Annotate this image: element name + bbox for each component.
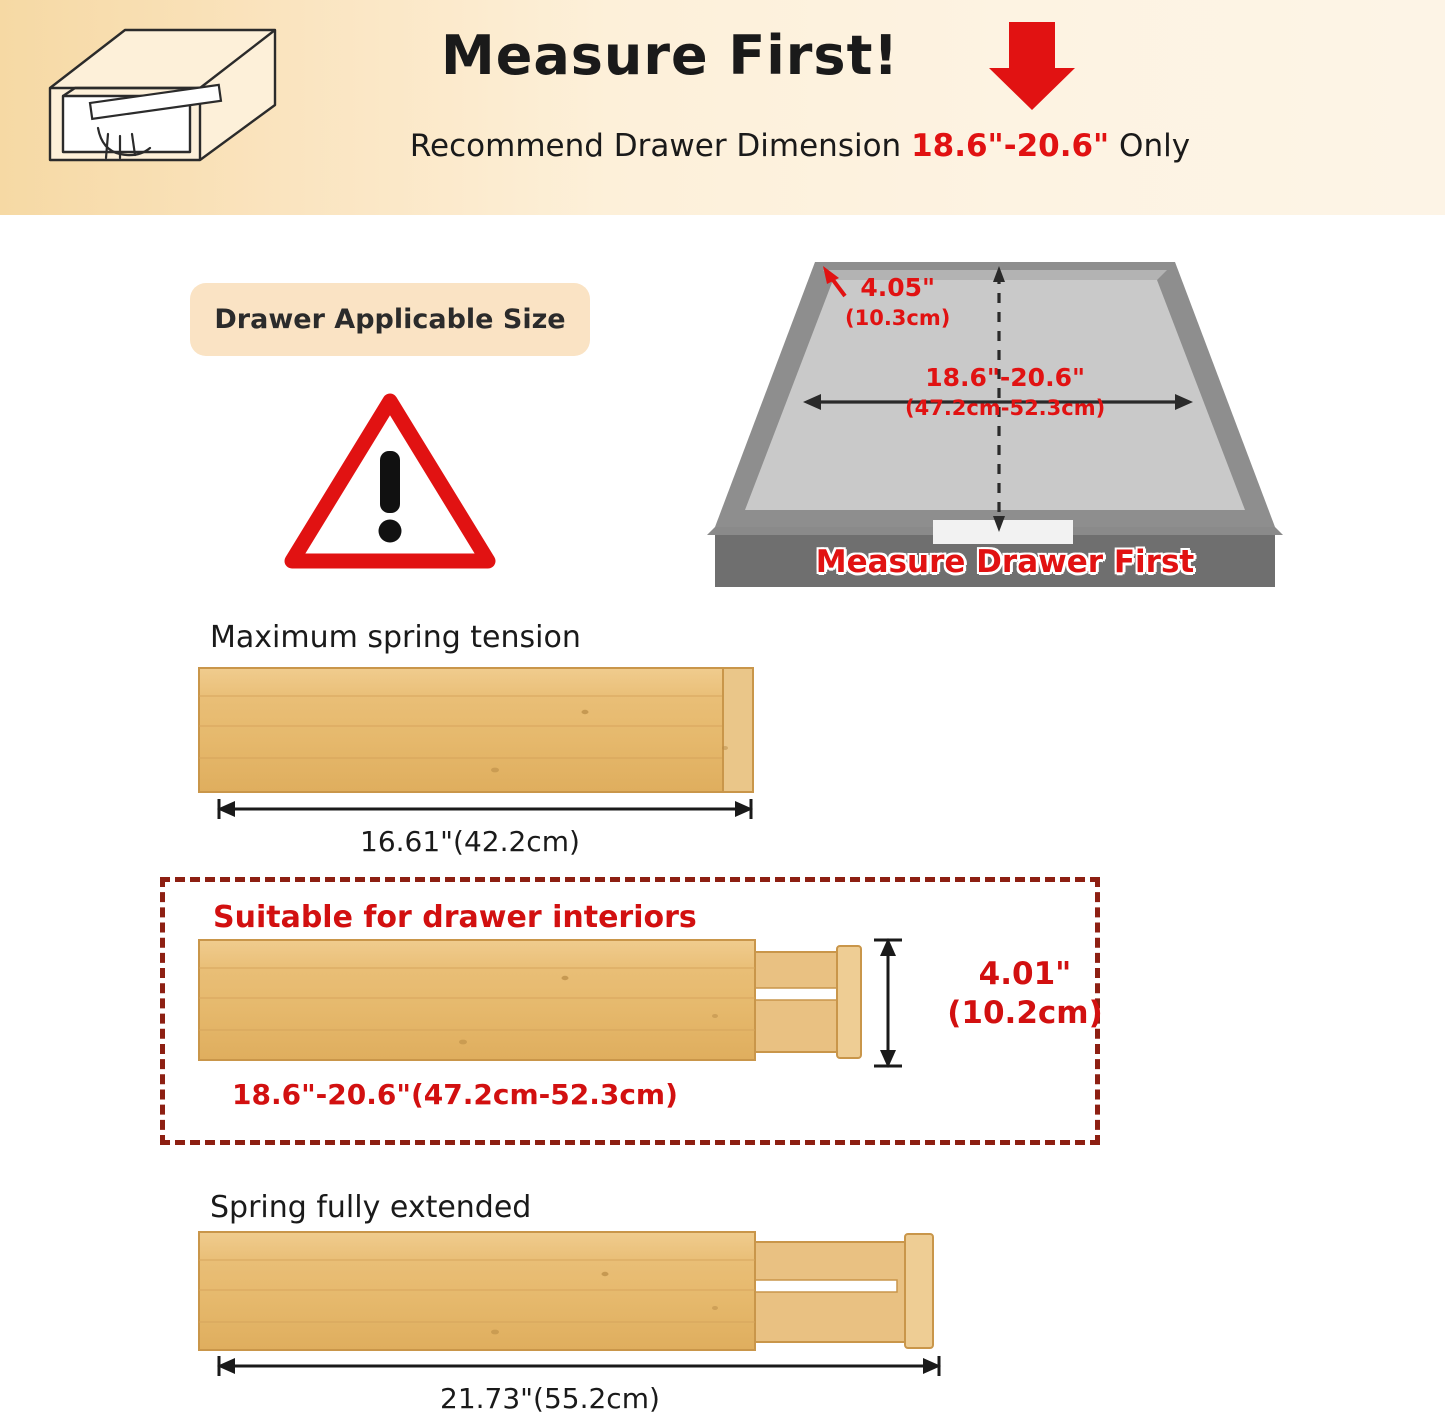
measure-label-max-tension: 16.61"(42.2cm): [360, 825, 580, 858]
measure-arrow-max-tension: [195, 795, 775, 825]
banner-subtitle-before: Recommend Drawer Dimension: [409, 128, 912, 164]
section-title-maximum-spring-tension: Maximum spring tension: [210, 620, 581, 655]
height-cm-suitable: (10.2cm): [947, 994, 1103, 1031]
banner-subtitle: [330, 128, 1270, 164]
divider-illustration-fully-extended: [195, 1228, 955, 1358]
measure-drawer-first-caption: Measure Drawer First: [815, 544, 1195, 580]
section-title-suitable: Suitable for drawer interiors: [213, 900, 697, 935]
drawer-width-cm: (47.2cm-52.3cm): [905, 395, 1106, 420]
drawer-depth-inches: 4.05": [860, 273, 936, 302]
drawer-depth-label: [845, 274, 950, 332]
warning-triangle-icon: [288, 395, 493, 567]
applicable-size-pill: [190, 283, 590, 356]
applicable-size-label: Drawer Applicable Size: [214, 304, 566, 335]
drawer-width-label: [905, 364, 1105, 422]
height-arrow-suitable: [868, 934, 908, 1072]
height-label-suitable: [935, 955, 1115, 1033]
banner-subtitle-after: Only: [1109, 128, 1191, 164]
banner-title: Measure First!: [440, 24, 900, 87]
measure-label-suitable: 18.6"-20.6"(47.2cm-52.3cm): [232, 1078, 678, 1111]
divider-illustration-suitable: [195, 930, 875, 1075]
height-inches-suitable: 4.01": [978, 956, 1072, 992]
down-arrow-icon: [985, 18, 1079, 114]
drawer-width-inches: 18.6"-20.6": [925, 363, 1085, 392]
banner-subtitle-highlight: 18.6"-20.6": [911, 128, 1110, 164]
drawer-depth-cm: (10.3cm): [845, 305, 951, 330]
drawer-measuring-sketch-icon: [30, 10, 280, 200]
drawer-photo-block: [705, 252, 1285, 612]
measure-label-fully-extended: 21.73"(55.2cm): [440, 1382, 660, 1415]
section-title-fully-extended: Spring fully extended: [210, 1190, 532, 1225]
measure-arrow-fully-extended: [195, 1352, 955, 1382]
header-banner: [0, 0, 1445, 215]
